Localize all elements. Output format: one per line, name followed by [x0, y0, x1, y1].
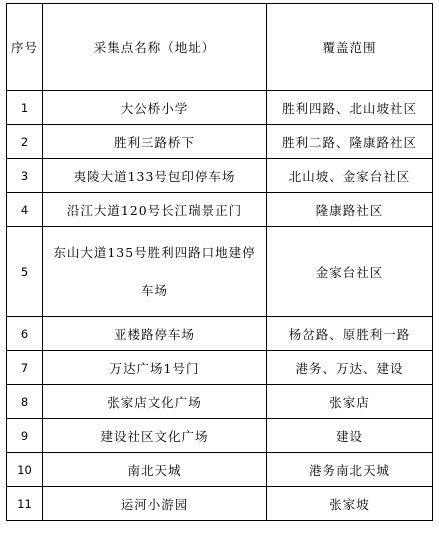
table-row [7, 227, 433, 317]
header-point-name: 采集点名称（地址） [43, 4, 267, 91]
table-row [7, 419, 433, 453]
collection-points-table [6, 3, 433, 521]
table-row [7, 193, 433, 227]
row-seq-no: 8 [7, 385, 43, 419]
row-seq-no: 9 [7, 419, 43, 453]
row-seq-no: 4 [7, 193, 43, 227]
header-seq-no: 序号 [7, 4, 43, 91]
row-coverage-area: 胜利二路、隆康路社区 [267, 125, 433, 159]
row-coverage-area: 港务南北天城 [267, 453, 433, 487]
row-seq-no: 2 [7, 125, 43, 159]
row-coverage-area: 张家店 [267, 385, 433, 419]
row-coverage-area: 杨岔路、原胜利一路 [267, 317, 433, 351]
row-seq-no: 11 [7, 487, 43, 521]
row-coverage-area: 建设 [267, 419, 433, 453]
table-row [7, 487, 433, 521]
row-point-name: 南北天城 [43, 453, 267, 487]
row-point-name: 东山大道135号胜利四路口地建停车场 [43, 227, 267, 317]
row-point-name: 大公桥小学 [43, 91, 267, 125]
row-point-name: 建设社区文化广场 [43, 419, 267, 453]
row-coverage-area: 港务、万达、建设 [267, 351, 433, 385]
table-row [7, 125, 433, 159]
table-header-row [7, 4, 433, 91]
row-point-name: 沿江大道120号长江瑞景正门 [43, 193, 267, 227]
table-row [7, 453, 433, 487]
row-seq-no: 6 [7, 317, 43, 351]
header-coverage-area: 覆盖范围 [267, 4, 433, 91]
row-seq-no: 3 [7, 159, 43, 193]
row-coverage-area: 金家台社区 [267, 227, 433, 317]
row-point-name: 万达广场1号门 [43, 351, 267, 385]
table-row [7, 385, 433, 419]
row-point-name: 胜利三路桥下 [43, 125, 267, 159]
row-seq-no: 10 [7, 453, 43, 487]
table-row [7, 159, 433, 193]
row-coverage-area: 隆康路社区 [267, 193, 433, 227]
row-coverage-area: 北山坡、金家台社区 [267, 159, 433, 193]
row-coverage-area: 胜利四路、北山坡社区 [267, 91, 433, 125]
table-row [7, 317, 433, 351]
row-point-name: 夷陵大道133号包印停车场 [43, 159, 267, 193]
table-row [7, 351, 433, 385]
row-point-name: 张家店文化广场 [43, 385, 267, 419]
row-point-name: 亚楼路停车场 [43, 317, 267, 351]
row-coverage-area: 张家坡 [267, 487, 433, 521]
row-seq-no: 1 [7, 91, 43, 125]
table-row [7, 91, 433, 125]
row-seq-no: 5 [7, 227, 43, 317]
row-seq-no: 7 [7, 351, 43, 385]
row-point-name: 运河小游园 [43, 487, 267, 521]
